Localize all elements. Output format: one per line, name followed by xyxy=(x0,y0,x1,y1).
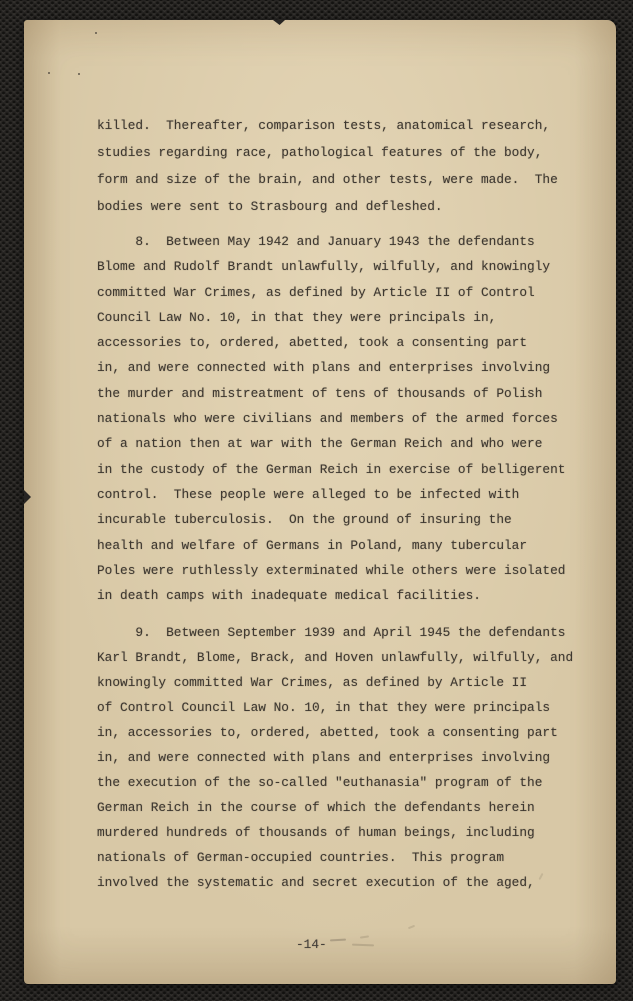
text-line: in death camps with inadequate medical facilities. xyxy=(97,588,481,604)
text-line: 9. Between September 1939 and April 1945 the defendants xyxy=(97,625,566,640)
text-line: nationals who were civilians and members of the armed forces xyxy=(97,411,558,427)
text-line: control. These people were alleged to be infected with xyxy=(97,486,520,502)
paper-edge-notch xyxy=(273,20,285,25)
text-line: involved the systematic and secret execution of the aged, xyxy=(97,875,535,890)
text-line: in, and were connected with plans and enterprises involving xyxy=(97,750,551,765)
text-line: form and size of the brain, and other tests, were made. The xyxy=(97,172,558,187)
ink-smudge xyxy=(360,935,369,938)
text-line: knowingly committed War Crimes, as defined by Article II xyxy=(97,675,528,690)
text-line: killed. Thereafter, comparison tests, anatomical research, xyxy=(97,118,551,133)
paragraph-9 xyxy=(97,620,597,895)
document-page xyxy=(24,20,616,984)
ink-smudge xyxy=(330,939,346,942)
text-line: Council Law No. 10, in that they were principals in, xyxy=(97,309,497,325)
paper-speck xyxy=(78,73,80,75)
text-line: studies regarding race, pathological features of the body, xyxy=(97,145,543,160)
text-line: of Control Council Law No. 10, in that they were principals xyxy=(97,700,551,715)
paper-speck xyxy=(48,72,50,74)
text-line: nationals of German-occupied countries. This program xyxy=(97,850,505,865)
page-number: -14- xyxy=(296,937,327,952)
text-line: murdered hundreds of thousands of human beings, including xyxy=(97,825,535,840)
text-line: Karl Brandt, Blome, Brack, and Hoven unlawfully, wilfully, and xyxy=(97,650,574,665)
text-line: health and welfare of Germans in Poland, many tubercular xyxy=(97,537,528,553)
text-line: in the custody of the German Reich in exercise of belligerent xyxy=(97,461,566,477)
text-line: of a nation then at war with the German Reich and who were xyxy=(97,436,543,452)
paper-speck xyxy=(95,32,97,34)
text-line: 8. Between May 1942 and January 1943 the defendants xyxy=(97,234,535,249)
ink-smudge xyxy=(408,925,415,929)
ink-smudge xyxy=(352,944,374,947)
text-line: the execution of the so-called "euthanasia" program of the xyxy=(97,775,543,790)
text-line: the murder and mistreatment of tens of thousands of Polish xyxy=(97,385,543,401)
text-line: Poles were ruthlessly exterminated while others were isolated xyxy=(97,562,566,578)
text-line: Blome and Rudolf Brandt unlawfully, wilfully, and knowingly xyxy=(97,259,551,275)
paragraph-7-continuation xyxy=(97,112,597,220)
paragraph-8 xyxy=(97,229,597,608)
text-line: accessories to, ordered, abetted, took a consenting part xyxy=(97,335,528,351)
text-line: German Reich in the course of which the defendants herein xyxy=(97,800,535,815)
text-line: in, and were connected with plans and enterprises involving xyxy=(97,360,551,376)
text-line: in, accessories to, ordered, abetted, took a consenting part xyxy=(97,725,558,740)
paper-edge-notch xyxy=(24,490,31,504)
text-line: committed War Crimes, as defined by Article II of Control xyxy=(97,284,535,300)
text-line: bodies were sent to Strasbourg and defleshed. xyxy=(97,199,443,214)
text-line: incurable tuberculosis. On the ground of insuring the xyxy=(97,512,512,528)
